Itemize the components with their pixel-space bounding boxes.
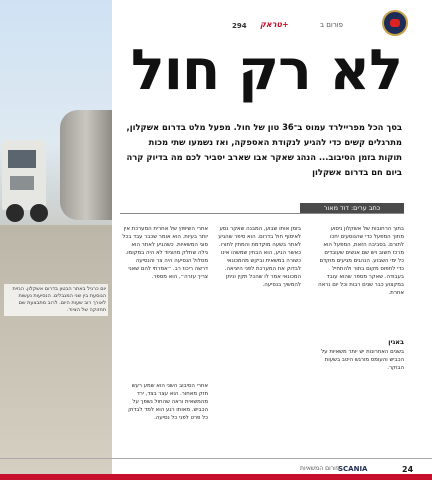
article-column: בזמן אותו שבוע, המבנה שאקר נסע לאיסוף חול בדרום. הוא סיפר שהגיע לאתר בשעה מוקדמת והמתין לתורו. כאשר הגיע, הוא הבחין שמשהו אינו כשורה במשאית וביקש מהמכונאי לבדוק את המערכת לפני היציאה. המכונאי אמר לו שהכל תקין וניתן להמשיך בנסיעה. (218, 226, 301, 288)
truck-image (2, 140, 46, 210)
headline: לא רק חול (130, 38, 402, 103)
subheading: באגין (388, 338, 404, 346)
article-column: אחרי הסיבוב השני הוא שמע רעש חזק מאחור. הוא עצר בצד, ירד מהמשאית וראה שהחול נשפך על הכביש. מאותו רגע הוא למד לבדוק כל פרט לפני כל נסיעה. (128, 383, 208, 421)
page-number-top: 294 (232, 22, 247, 30)
footer-label: פורום המשאיות (300, 465, 340, 472)
article-column: אחרי השיפוץ של אחרית המערכת אין יותר בעיות. הוא אומר שכבר עבד בכל סוגי המשאיות. כשהגיע לאתר הוא גילה שחלק מהציוד לא היה במקומו. מסלול הנסיעה היה צר והנסיעה דרשה ריכוז רב. ״אמרתי להם שאני צריך עזרה״, הוא מספר. (122, 226, 208, 280)
mixer-truck-image (60, 110, 112, 220)
brand-name: טראק+ (260, 20, 289, 29)
truck-wheel (6, 204, 24, 222)
article-column: בתוך הרחובות של אשקלון ניסוע מתוך המפעל כדי שהנוסעים יחכו לתורם. בסביבה הזאת, המפעל הוא מרכז חשוב ויש שם אנשים שעובדים כל ימי השבוע. הנהגים מגיעים מוקדם כדי לתפוס מקום בתור ולהתחיל בעבודה. שאקר מספר שהוא עובד במקצוע כבר שנים רבות וכל יום נראה אחרת. (318, 226, 404, 296)
author-credit: כתב ערים: דוד מאור (300, 203, 404, 213)
article-column: בשנים האחרונות יש יותר משאיות על הכביש והעומס מורגש היטב בשעות הבוקר. (321, 349, 404, 371)
ground (0, 225, 112, 480)
footer-brand: SCANIA (338, 465, 368, 473)
lead-paragraph: בסך הכל מפריילרד עמוס ב־36 טון של חול. מפעל מלט בדרום אשקלון, מתרגלים קשים כדי להגיע לנקודת האספקה, ואז נשמעו שתי מכות תוקות בזמן הסיבוב... הנהג שאקר אבו שארב יסביר לכם מה בדיוק קרה ביום חם בדרום אשקלון (126, 122, 402, 177)
section-label: פורום ב (320, 21, 344, 29)
truck-wheel (30, 204, 48, 222)
scania-logo-icon (382, 10, 408, 36)
photo-caption: יום כרגיל באתר הבטון בדרום אשקלון. הגזית הנוסעת בין שני המגבלים. הנסיעות נעשות לאורך רוב שעות היום. לרוב מתבצעת שם תחזוקה של הציוד. (4, 284, 108, 316)
bottom-strip (0, 474, 432, 480)
divider (120, 213, 404, 214)
article-photo (0, 0, 112, 480)
page-number: 24 (402, 465, 414, 474)
